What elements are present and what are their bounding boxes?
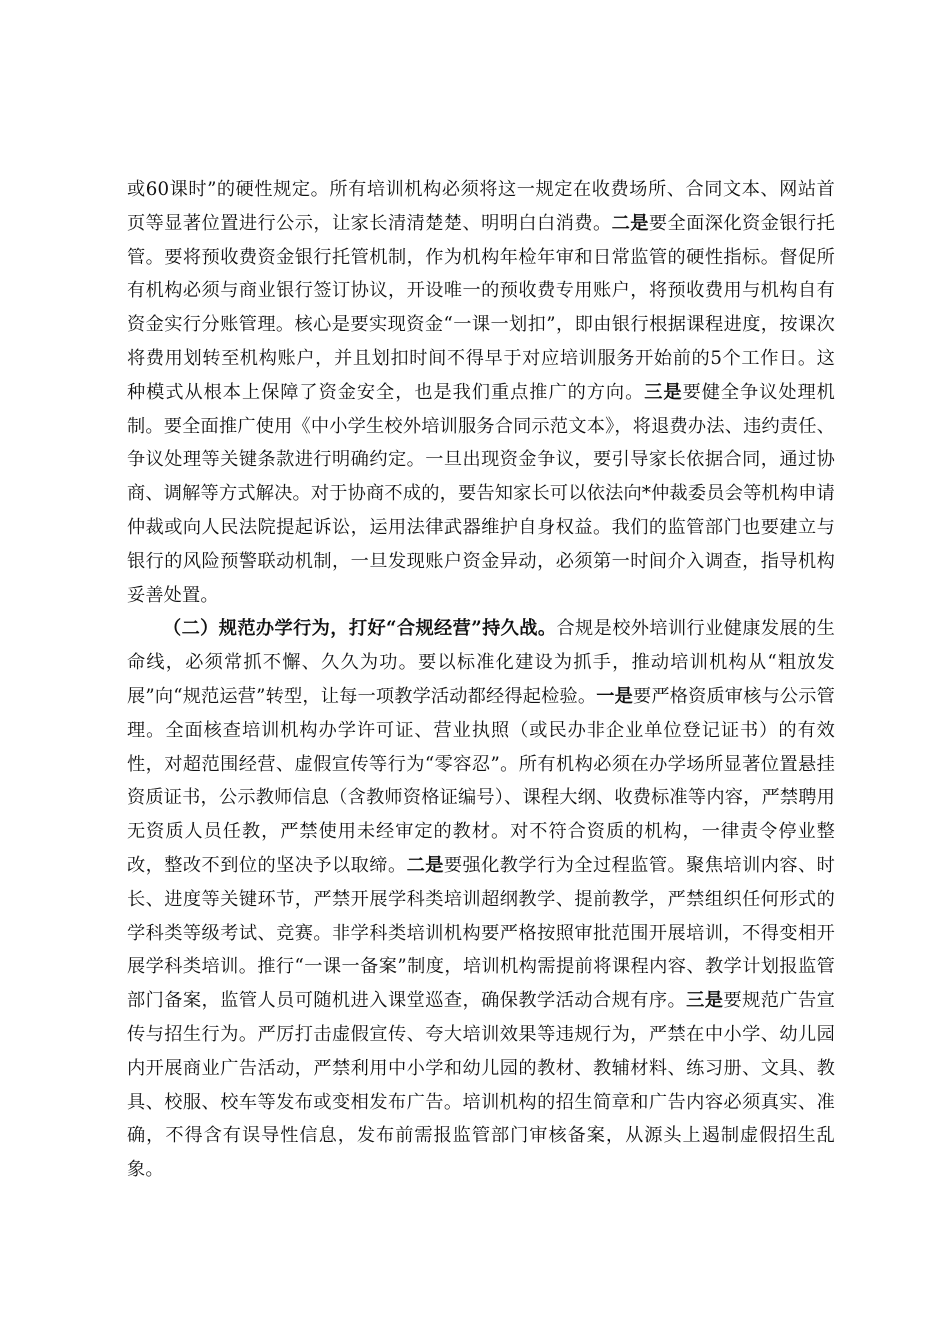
paragraph-text: 或60课时”的硬性规定。所有培训机构必须将这一规定在收费场所、合同文本、网站首页等显著位置进行公示，让家长清清楚楚、明明白白消费。 xyxy=(127,179,835,234)
point-marker-two: 二是 xyxy=(611,212,649,234)
point-marker-one: 一是 xyxy=(596,685,633,707)
section-heading: （二）规范办学行为，打好“合规经营”持久战。 xyxy=(163,618,557,640)
paragraph-text: 合规是校外培训行业健康发展的生命线，必须常抓不懈、久久为功。要以标准化建设为抓手，推动培训机构从“粗放发展”向“规范运营”转型，让每一项教学活动都经得起检验。 xyxy=(127,618,835,707)
paragraph-text: 要全面深化资金银行托管。要将预收费资金银行托管机制，作为机构年检年审和日常监管的硬性指标。督促所有机构必须与商业银行签订协议，开设唯一的预收费专用账户，将预收费用与机构自有资金实行分账管理。核心是要实现资金“一课一划扣”，即由银行根据课程进度，按课次将费用划转至机构账户，并且划扣时间不得早于对应培训服务开始前的5个工作日。这种模式从根本上保障了资金安全，也是我们重点推广的方向。 xyxy=(127,212,835,403)
paragraph-compliance xyxy=(127,612,835,1187)
point-marker-three: 三是 xyxy=(644,381,683,403)
paragraph-text: 要严格资质审核与公示管理。全面核查培训机构办学许可证、营业执照（或民办非企业单位登记证书）的有效性，对超范围经营、虚假宣传等行为“零容忍”。所有机构必须在办学场所显著位置悬挂资质证书，公示教师信息（含教师资格证编号）、课程大纲、收费标准等内容，严禁聘用无资质人员任教，严禁使用未经审定的教材。对不符合资质的机构，一律责令停业整改，整改不到位的坚决予以取缔。 xyxy=(127,685,835,876)
document-body xyxy=(127,173,835,1187)
point-marker-three: 三是 xyxy=(686,990,724,1012)
paragraph-text: 要规范广告宣传与招生行为。严厉打击虚假宣传、夸大培训效果等违规行为，严禁在中小学、幼儿园内开展商业广告活动，严禁利用中小学和幼儿园的教材、教辅材料、练习册、文具、教具、校服、校车等发布或变相发布广告。培训机构的招生简章和广告内容必须真实、准确，不得含有误导性信息，发布前需报监管部门审核备案，从源头上遏制虚假招生乱象。 xyxy=(127,990,835,1181)
paragraph-text: 要强化教学行为全过程监管。聚焦培训内容、时长、进度等关键环节，严禁开展学科类培训超纲教学、提前教学，严禁组织任何形式的学科类等级考试、竞赛。非学科类培训机构要严格按照审批范围开展培训，不得变相开展学科类培训。推行“一课一备案”制度，培训机构需提前将课程内容、教学计划报监管部门备案，监管人员可随机进入课堂巡查，确保教学活动合规有序。 xyxy=(127,854,835,1012)
paragraph-fund-supervision xyxy=(127,173,835,612)
paragraph-text: 要健全争议处理机制。要全面推广使用《中小学生校外培训服务合同示范文本》，将退费办法、违约责任、争议处理等关键条款进行明确约定。一旦出现资金争议，要引导家长依据合同，通过协商、调解等方式解决。对于协商不成的，要告知家长可以依法向*仲裁委员会等机构申请仲裁或向人民法院提起诉讼，运用法律武器维护自身权益。我们的监管部门也要建立与银行的风险预警联动机制，一旦发现账户资金异动，必须第一时间介入调查，指导机构妥善处置。 xyxy=(127,381,835,606)
point-marker-two: 二是 xyxy=(406,854,444,876)
